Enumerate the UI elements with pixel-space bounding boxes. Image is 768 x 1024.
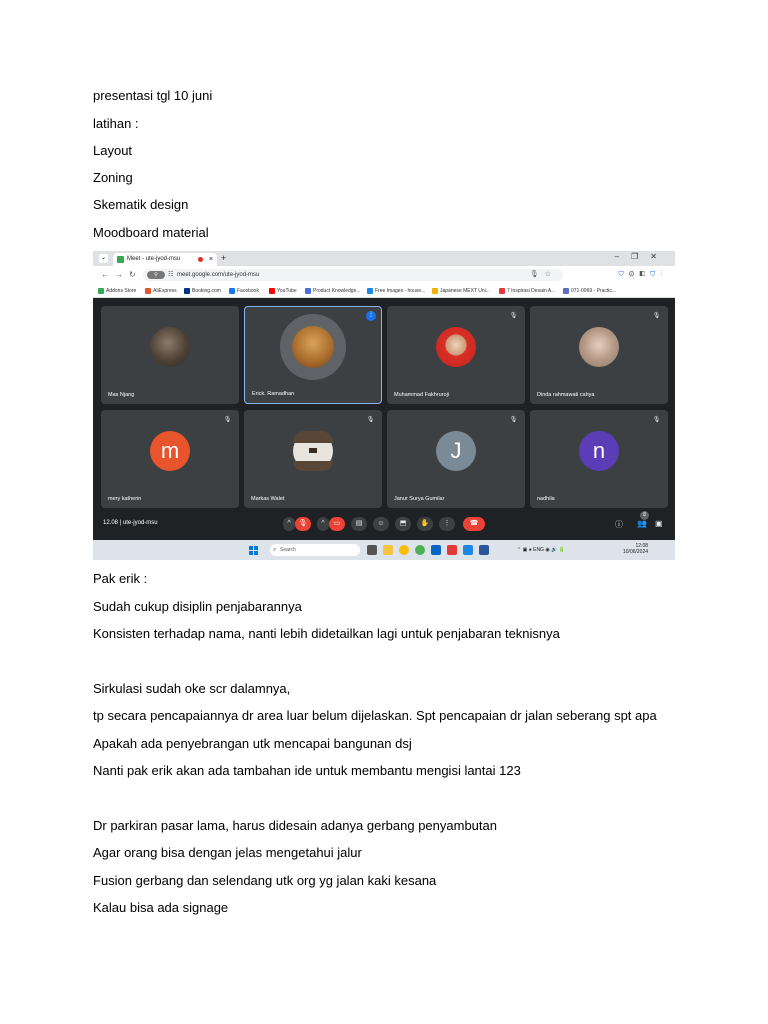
participant-tile[interactable]	[101, 306, 239, 404]
avatar	[280, 314, 346, 380]
meeting-clock: 12.08 | ute-jyod-msu	[103, 520, 158, 526]
camera-options-icon[interactable]: ^	[317, 517, 329, 531]
participant-name: mery katherin	[108, 496, 142, 502]
participant-tile[interactable]	[530, 410, 668, 508]
bookmark-item[interactable]: AliExpress	[145, 286, 177, 296]
info-icon[interactable]: ⓘ	[615, 520, 623, 529]
bookmark-item[interactable]: Free Images - house...	[367, 286, 425, 296]
note-line: Layout	[93, 143, 133, 158]
more-options-button[interactable]: ⋮	[439, 517, 455, 531]
avatar	[150, 327, 190, 367]
note-line: Apakah ada penyebrangan utk mencapai bangunan dsj	[93, 736, 412, 751]
participant-tile[interactable]	[244, 410, 382, 508]
mic-muted-icon: 🎙	[652, 417, 661, 423]
participant-count-badge: 8	[640, 511, 649, 520]
reload-icon[interactable]: ↻	[129, 270, 136, 279]
bookmark-item[interactable]: Facebook	[229, 286, 259, 296]
bookmark-item[interactable]: 071-0069 - Practic...	[563, 286, 616, 296]
window-controls[interactable]: –❐✕	[614, 252, 669, 261]
participant-tile[interactable]	[101, 410, 239, 508]
mic-muted-icon: 🎙	[652, 313, 661, 319]
avatar	[579, 327, 619, 367]
avatar	[293, 431, 333, 471]
chat-icon[interactable]: ▣	[655, 519, 663, 528]
browser-tab[interactable]	[113, 253, 217, 266]
camera-toggle-button[interactable]: ▭	[329, 517, 345, 531]
note-line: presentasi tgl 10 juni	[93, 88, 213, 103]
site-info-icon[interactable]: ☷	[168, 272, 174, 278]
bookmark-icon	[305, 288, 311, 294]
avatar	[436, 327, 476, 367]
bookmark-item[interactable]: 7 Inspirasi Desain A...	[499, 286, 555, 296]
bookmark-icon	[367, 288, 373, 294]
forward-icon[interactable]: →	[115, 270, 123, 279]
url-field[interactable]	[143, 269, 563, 281]
edge-icon[interactable]	[431, 545, 441, 555]
speaking-icon: ⁞	[366, 311, 376, 321]
mic-muted-icon: 🎙	[509, 417, 518, 423]
end-call-button[interactable]: ☎	[463, 517, 485, 531]
bookmark-icon	[499, 288, 505, 294]
bookmark-icon	[229, 288, 235, 294]
note-line: Skematik design	[93, 197, 189, 212]
taskbar-clock[interactable]: 12:08 10/06/2024	[623, 543, 649, 555]
participant-name: nadhila	[537, 496, 555, 502]
new-tab-icon[interactable]: +	[221, 253, 227, 263]
bookmark-item[interactable]: YouTube	[269, 286, 297, 296]
meet-control-bar	[93, 510, 675, 540]
windows-taskbar	[93, 540, 675, 560]
people-icon[interactable]: 👥	[637, 519, 647, 528]
participant-name: Dinda rahmawati cahya	[537, 392, 595, 398]
back-icon[interactable]: ←	[101, 270, 109, 279]
recording-icon	[198, 257, 203, 262]
bookmark-item[interactable]: Japanese MEXT Uni...	[432, 286, 490, 296]
mic-muted-icon: 🎙	[223, 417, 232, 423]
note-line: Sudah cukup disiplin penjabarannya	[93, 599, 302, 614]
bookmark-icon	[145, 288, 151, 294]
note-line: Dr parkiran pasar lama, harus didesain adanya gerbang penyambutan	[93, 818, 497, 833]
bookmark-icon	[184, 288, 190, 294]
note-line: Moodboard material	[93, 225, 209, 240]
app-icon[interactable]	[447, 545, 457, 555]
note-line: Sirkulasi sudah oke scr dalamnya,	[93, 681, 291, 696]
mic-muted-icon: 🎙	[366, 417, 375, 423]
windows-start-icon[interactable]	[249, 546, 258, 555]
note-line: Agar orang bisa dengan jelas mengetahui jalur	[93, 845, 362, 860]
note-line: tp secara pencapaiannya dr area luar belum dijelaskan. Spt pencapaian dr jalan seberang spt apa	[93, 708, 657, 723]
mic-toggle-button[interactable]: 🎙	[295, 517, 311, 531]
present-button[interactable]: ⬒	[395, 517, 411, 531]
captions-button[interactable]: ▤	[351, 517, 367, 531]
bookmarks-bar	[93, 284, 675, 298]
note-line: Pak erik :	[93, 571, 148, 586]
tab-title: Meet - ute-jyod-msu	[127, 256, 181, 262]
word-icon[interactable]	[479, 545, 489, 555]
note-line: Zoning	[93, 170, 133, 185]
bookmark-icon	[432, 288, 438, 294]
avatar: n	[579, 431, 619, 471]
note-line: Konsisten terhadap nama, nanti lebih didetailkan lagi untuk penjabaran teknisnya	[93, 626, 560, 641]
participant-name: Markas Walet	[251, 496, 285, 502]
url-text: meet.google.com/ute-jyod-msu	[177, 272, 260, 278]
browser-tab-bar	[93, 251, 675, 266]
mic-options-icon[interactable]: ^	[283, 517, 295, 531]
avatar: J	[436, 431, 476, 471]
participant-name: Muhammad Fakhruroji	[394, 392, 450, 398]
note-line: Nanti pak erik akan ada tambahan ide untuk membantu mengisi lantai 123	[93, 763, 521, 778]
raise-hand-button[interactable]: ✋	[417, 517, 433, 531]
search-icon: ⌕	[273, 547, 277, 553]
participant-tile[interactable]	[244, 306, 382, 404]
participant-tile[interactable]	[530, 306, 668, 404]
task-view-icon[interactable]	[367, 545, 377, 555]
extension-icons[interactable]: ⛉⚙◧⛉⋮	[618, 271, 667, 278]
avatar: m	[150, 431, 190, 471]
participant-name: Erick. Ramadhan	[252, 391, 295, 397]
participant-tile[interactable]	[387, 410, 525, 508]
participant-tile[interactable]	[387, 306, 525, 404]
bookmark-item[interactable]: Booking.com	[184, 286, 221, 296]
system-tray[interactable]: ⌃ ▣ ● ENG ◉ 🔊 🔋	[517, 547, 565, 553]
meet-grid	[93, 298, 675, 540]
omnibox-icons[interactable]: 🎙☆	[529, 271, 557, 278]
meeting-screenshot	[93, 251, 675, 560]
reactions-button[interactable]: ☺	[373, 517, 389, 531]
note-line: Fusion gerbang dan selendang utk org yg jalan kaki kesana	[93, 873, 437, 888]
bookmark-item[interactable]: Product Knowledge...	[305, 286, 361, 296]
chrome-icon[interactable]	[399, 545, 409, 555]
profile-chip-icon[interactable]: ⚲	[147, 271, 165, 279]
app-icon[interactable]	[463, 545, 473, 555]
bookmark-icon	[98, 288, 104, 294]
address-bar	[93, 266, 675, 284]
note-line: Kalau bisa ada signage	[93, 900, 229, 915]
note-line: latihan :	[93, 116, 139, 131]
close-tab-icon[interactable]: ×	[208, 256, 213, 263]
bookmark-icon	[563, 288, 569, 294]
tab-search-icon[interactable]: ⌄	[100, 255, 107, 261]
meet-favicon-icon	[117, 256, 124, 263]
whatsapp-icon[interactable]	[415, 545, 425, 555]
taskbar-search[interactable]: ⌕ Search	[270, 544, 360, 556]
bookmark-icon	[269, 288, 275, 294]
mic-muted-icon: 🎙	[509, 313, 518, 319]
participant-name: Janur Surya Gumilar	[394, 496, 445, 502]
participant-name: Mas Njang	[108, 392, 135, 398]
file-explorer-icon[interactable]	[383, 545, 393, 555]
bookmark-item[interactable]: Addons Store	[98, 286, 136, 296]
